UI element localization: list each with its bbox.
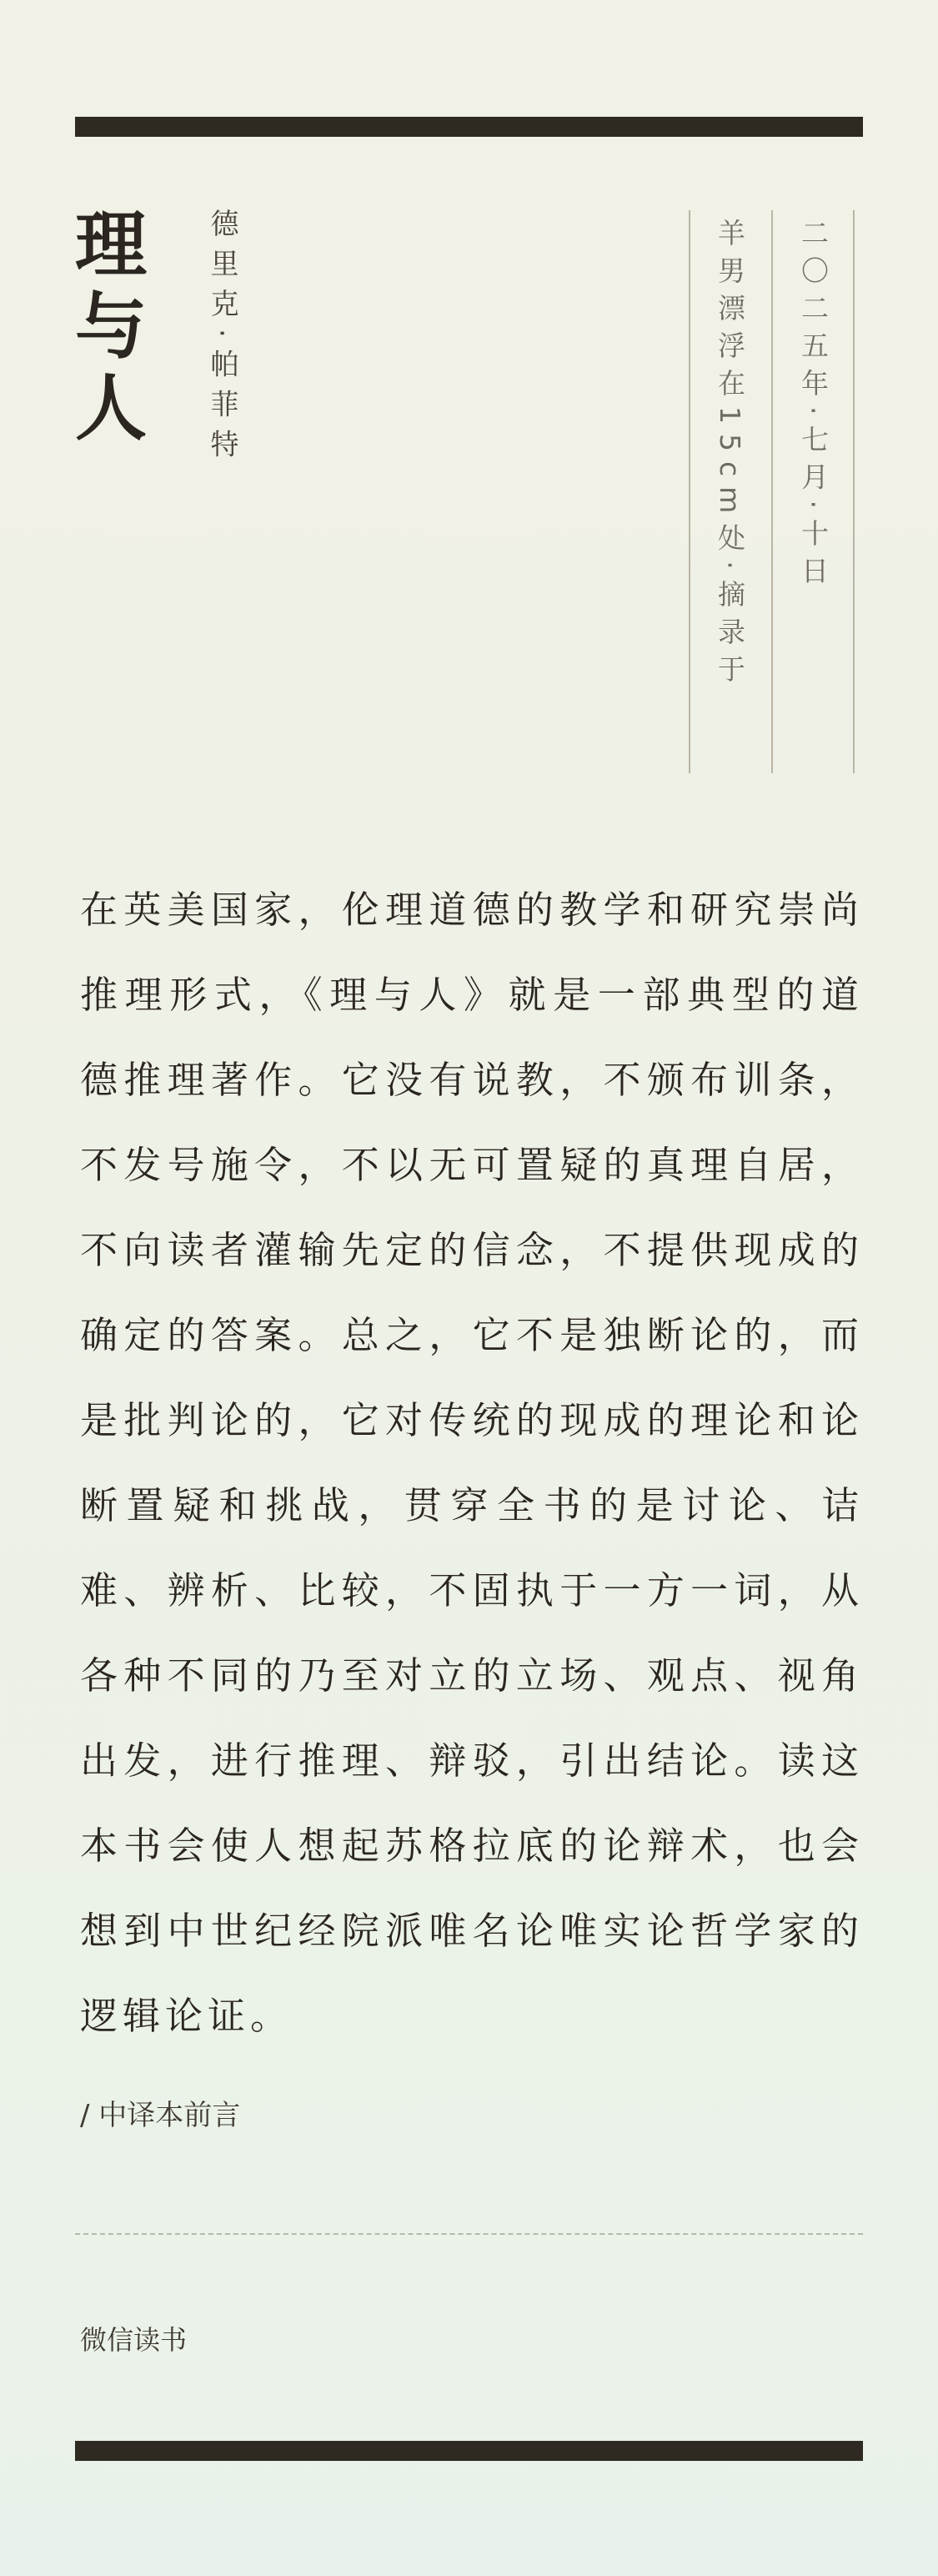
vertical-rule xyxy=(771,210,773,773)
excerpt-date: 二〇二五年·七月·十日 xyxy=(797,219,830,594)
top-decorative-bar xyxy=(75,117,863,137)
vertical-rule xyxy=(689,210,690,773)
excerpt-source: 羊男漂浮在15cm处·摘录于 xyxy=(714,219,746,692)
excerpt-paragraph: 在英美国家，伦理道德的教学和研究崇尚推理形式，《理与人》就是一部典型的道德推理著作。它没有说教，不颁布训条，不发号施令，不以无可置疑的真理自居，不向读者灌输先定的信念，不提供现成的确定的答案。总之，它不是独断论的，而是批判论的，它对传统的现成的理论和论断置疑和挑战，贯穿全书的是讨论、诘难、辨析、比较，不固执于一方一词，从各种不同的乃至对立的立场、观点、视角出发，进行推理、辩驳，引出结论。读这本书会使人想起苏格拉底的论辩术，也会想到中世纪经院派唯名论唯实论哲学家的逻辑论证。 xyxy=(80,888,864,2038)
excerpt-body xyxy=(80,868,864,2059)
vertical-rule xyxy=(853,210,855,773)
book-title: 理与人 xyxy=(75,203,147,450)
excerpt-citation: / 中译本前言 xyxy=(80,2099,241,2132)
book-author: 德里克·帕菲特 xyxy=(205,209,238,470)
bottom-decorative-bar xyxy=(75,2441,863,2461)
app-name: 微信读书 xyxy=(80,2324,188,2356)
divider xyxy=(75,2233,863,2235)
